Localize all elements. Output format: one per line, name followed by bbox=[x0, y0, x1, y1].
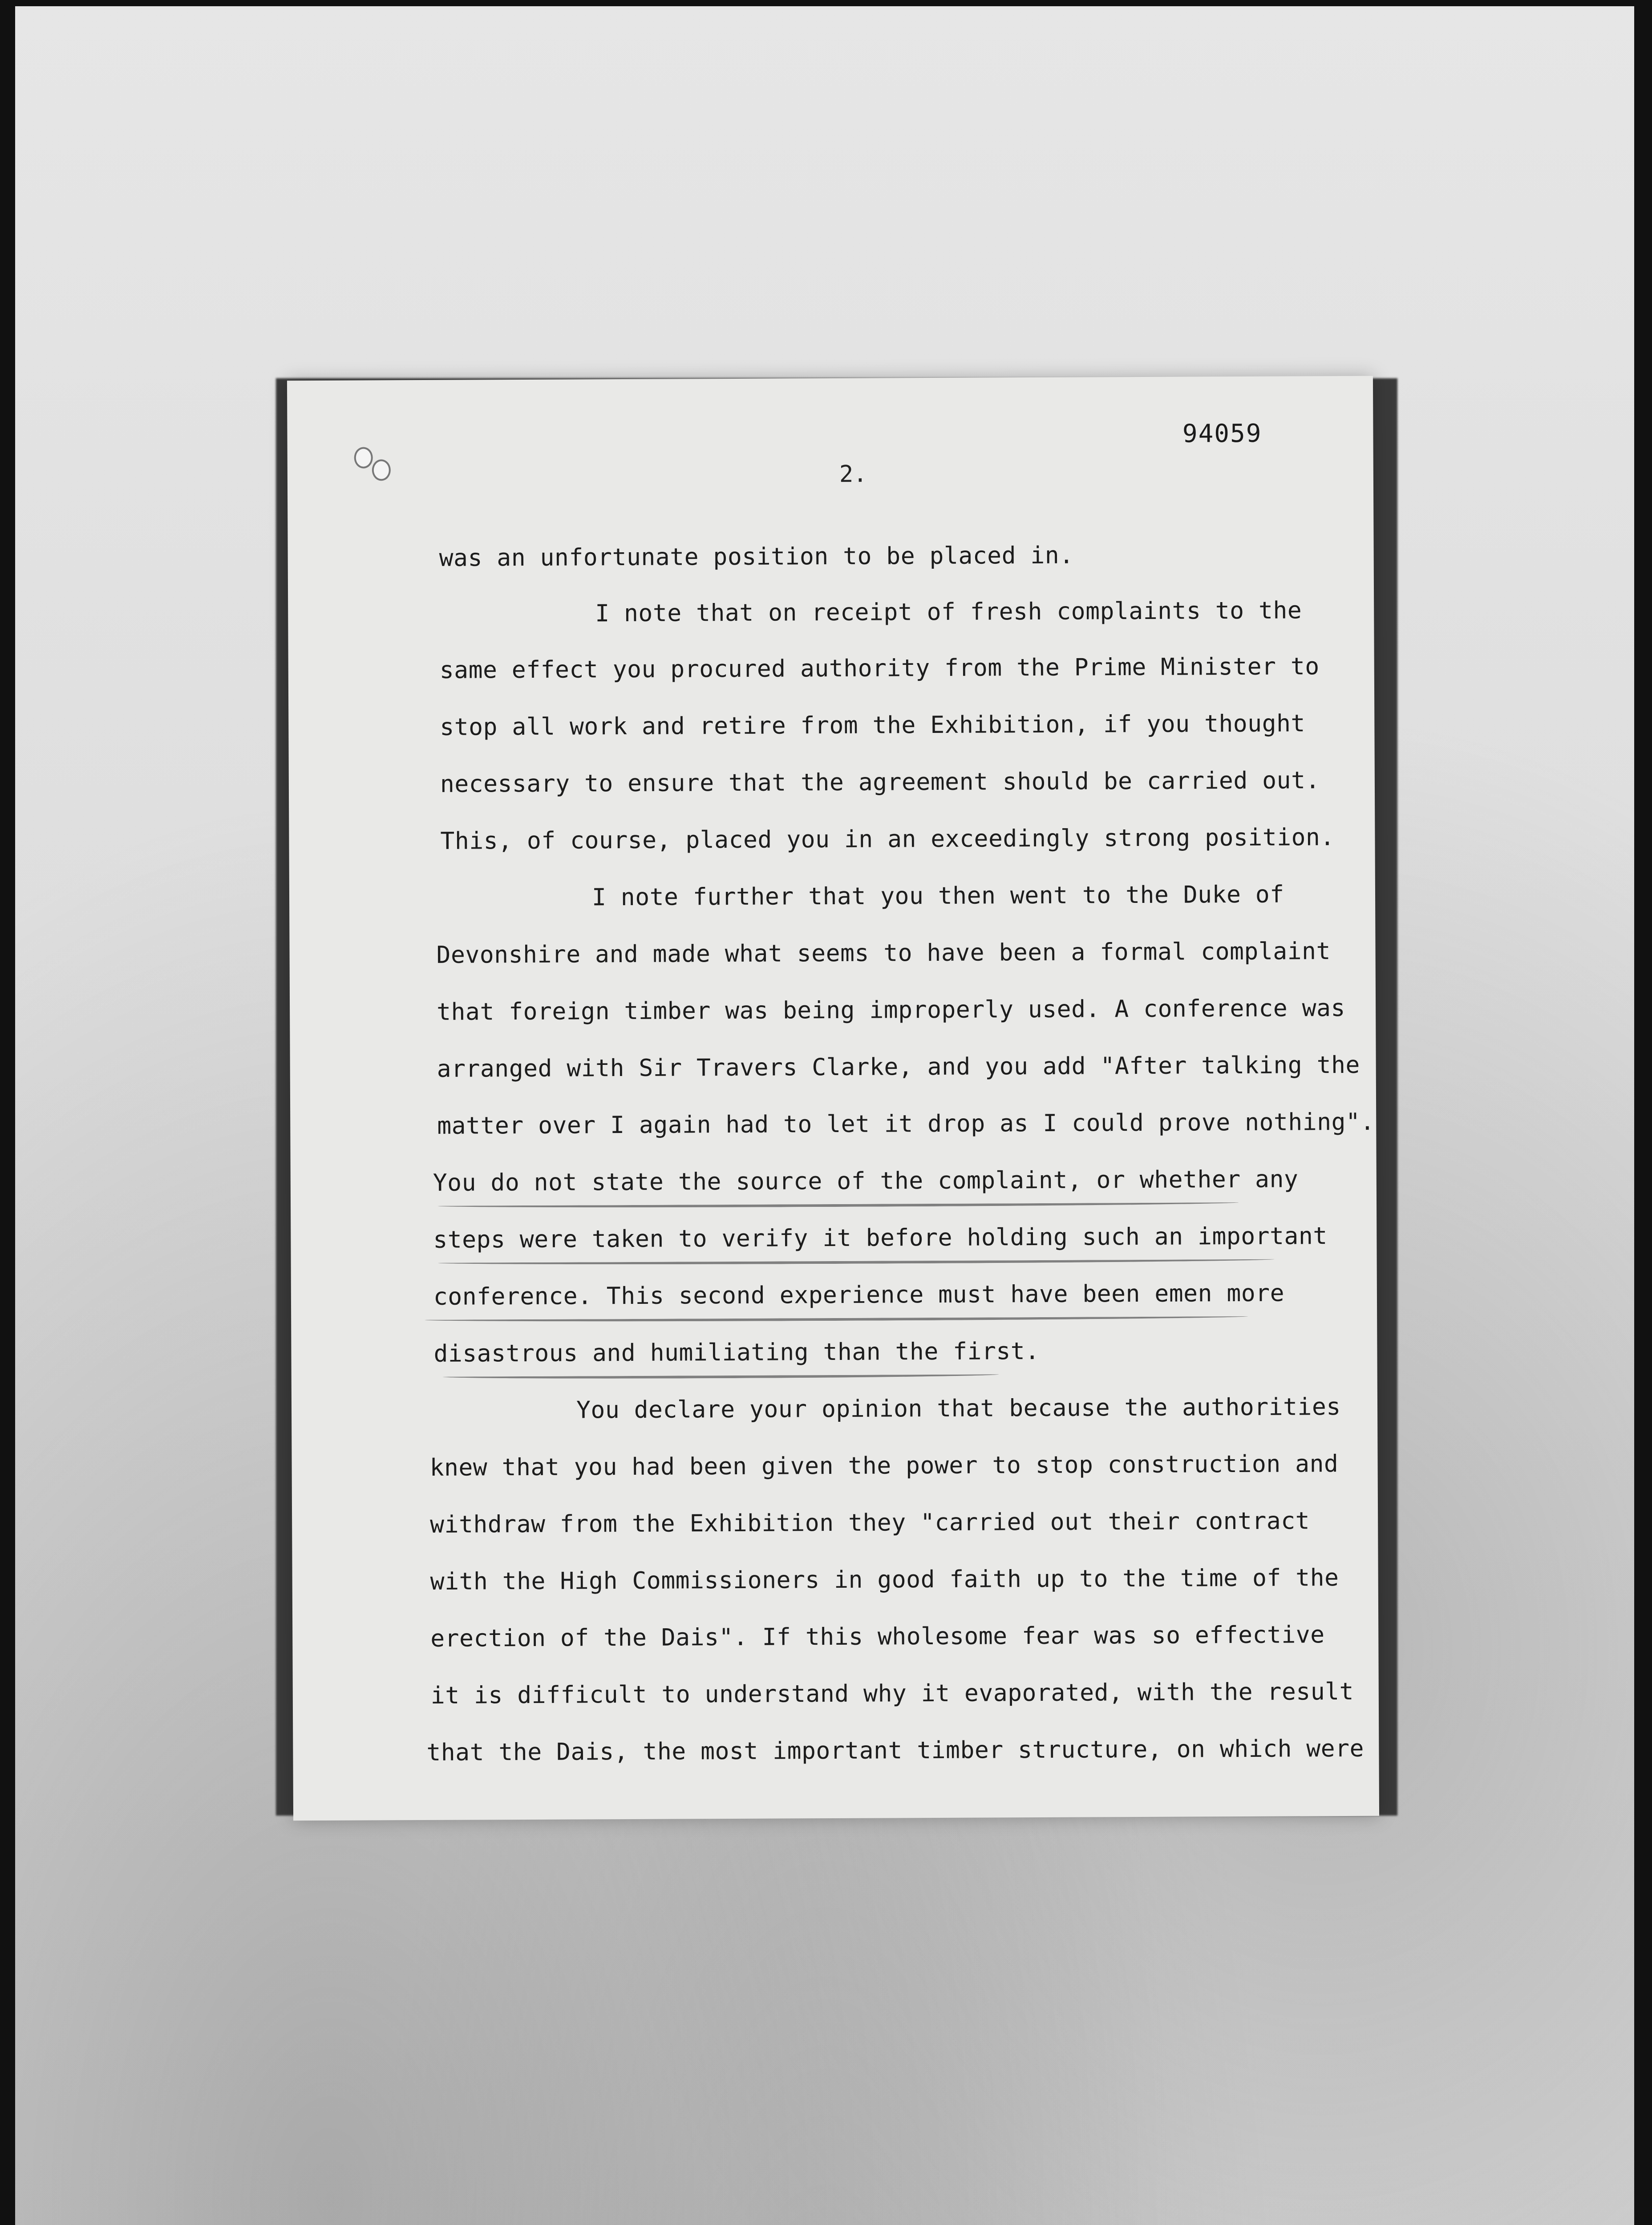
text-line: Devonshire and made what seems to have been a formal complaint bbox=[436, 938, 1331, 969]
document-number: 94059 bbox=[1182, 419, 1262, 449]
text-line: erection of the Dais". If this wholesome fear was so effective bbox=[430, 1621, 1325, 1652]
text-line: matter over I again had to let it drop as I could prove nothing". bbox=[437, 1108, 1375, 1140]
text-line: I note that on receipt of fresh complaints to the bbox=[595, 597, 1302, 627]
text-line: was an unfortunate position to be placed in. bbox=[439, 542, 1074, 572]
text-line: steps were taken to verify it before holding such an important bbox=[433, 1222, 1328, 1254]
page-number: 2. bbox=[839, 461, 867, 488]
text-line: I note further that you then went to the Duke of bbox=[591, 881, 1284, 911]
text-line: that the Dais, the most important timber structure, on which were bbox=[426, 1735, 1365, 1766]
handwritten-underline bbox=[425, 1314, 1248, 1323]
text-line: disastrous and humiliating than the first. bbox=[433, 1337, 1040, 1367]
text-line: that foreign timber was being improperly used. A conference was bbox=[437, 994, 1346, 1026]
text-line: necessary to ensure that the agreement should be carried out. bbox=[440, 767, 1320, 798]
text-line: it is difficult to understand why it evaporated, with the result bbox=[430, 1678, 1354, 1709]
text-line: with the High Commissioners in good faith up to the time of the bbox=[430, 1564, 1339, 1595]
handwritten-underline bbox=[437, 1200, 1239, 1209]
text-line: You declare your opinion that because the authorities bbox=[576, 1393, 1341, 1424]
handwritten-underline bbox=[438, 1257, 1275, 1266]
text-line: knew that you had been given the power to stop construction and bbox=[429, 1450, 1339, 1481]
text-line: conference. This second experience must have been emen more bbox=[433, 1279, 1285, 1311]
handwritten-underline bbox=[443, 1371, 999, 1379]
text-line: This, of course, placed you in an exceedingly strong position. bbox=[440, 824, 1335, 855]
text-line: You do not state the source of the complaint, or whether any bbox=[433, 1165, 1299, 1197]
document-page bbox=[287, 376, 1379, 1821]
text-line: withdraw from the Exhibition they "carried out their contract bbox=[430, 1507, 1310, 1538]
text-line: stop all work and retire from the Exhibition, if you thought bbox=[440, 710, 1306, 741]
document-body bbox=[287, 376, 1379, 1821]
text-line: arranged with Sir Travers Clarke, and you add "After talking the bbox=[437, 1051, 1360, 1083]
text-line: same effect you procured authority from the Prime Minister to bbox=[439, 653, 1320, 684]
